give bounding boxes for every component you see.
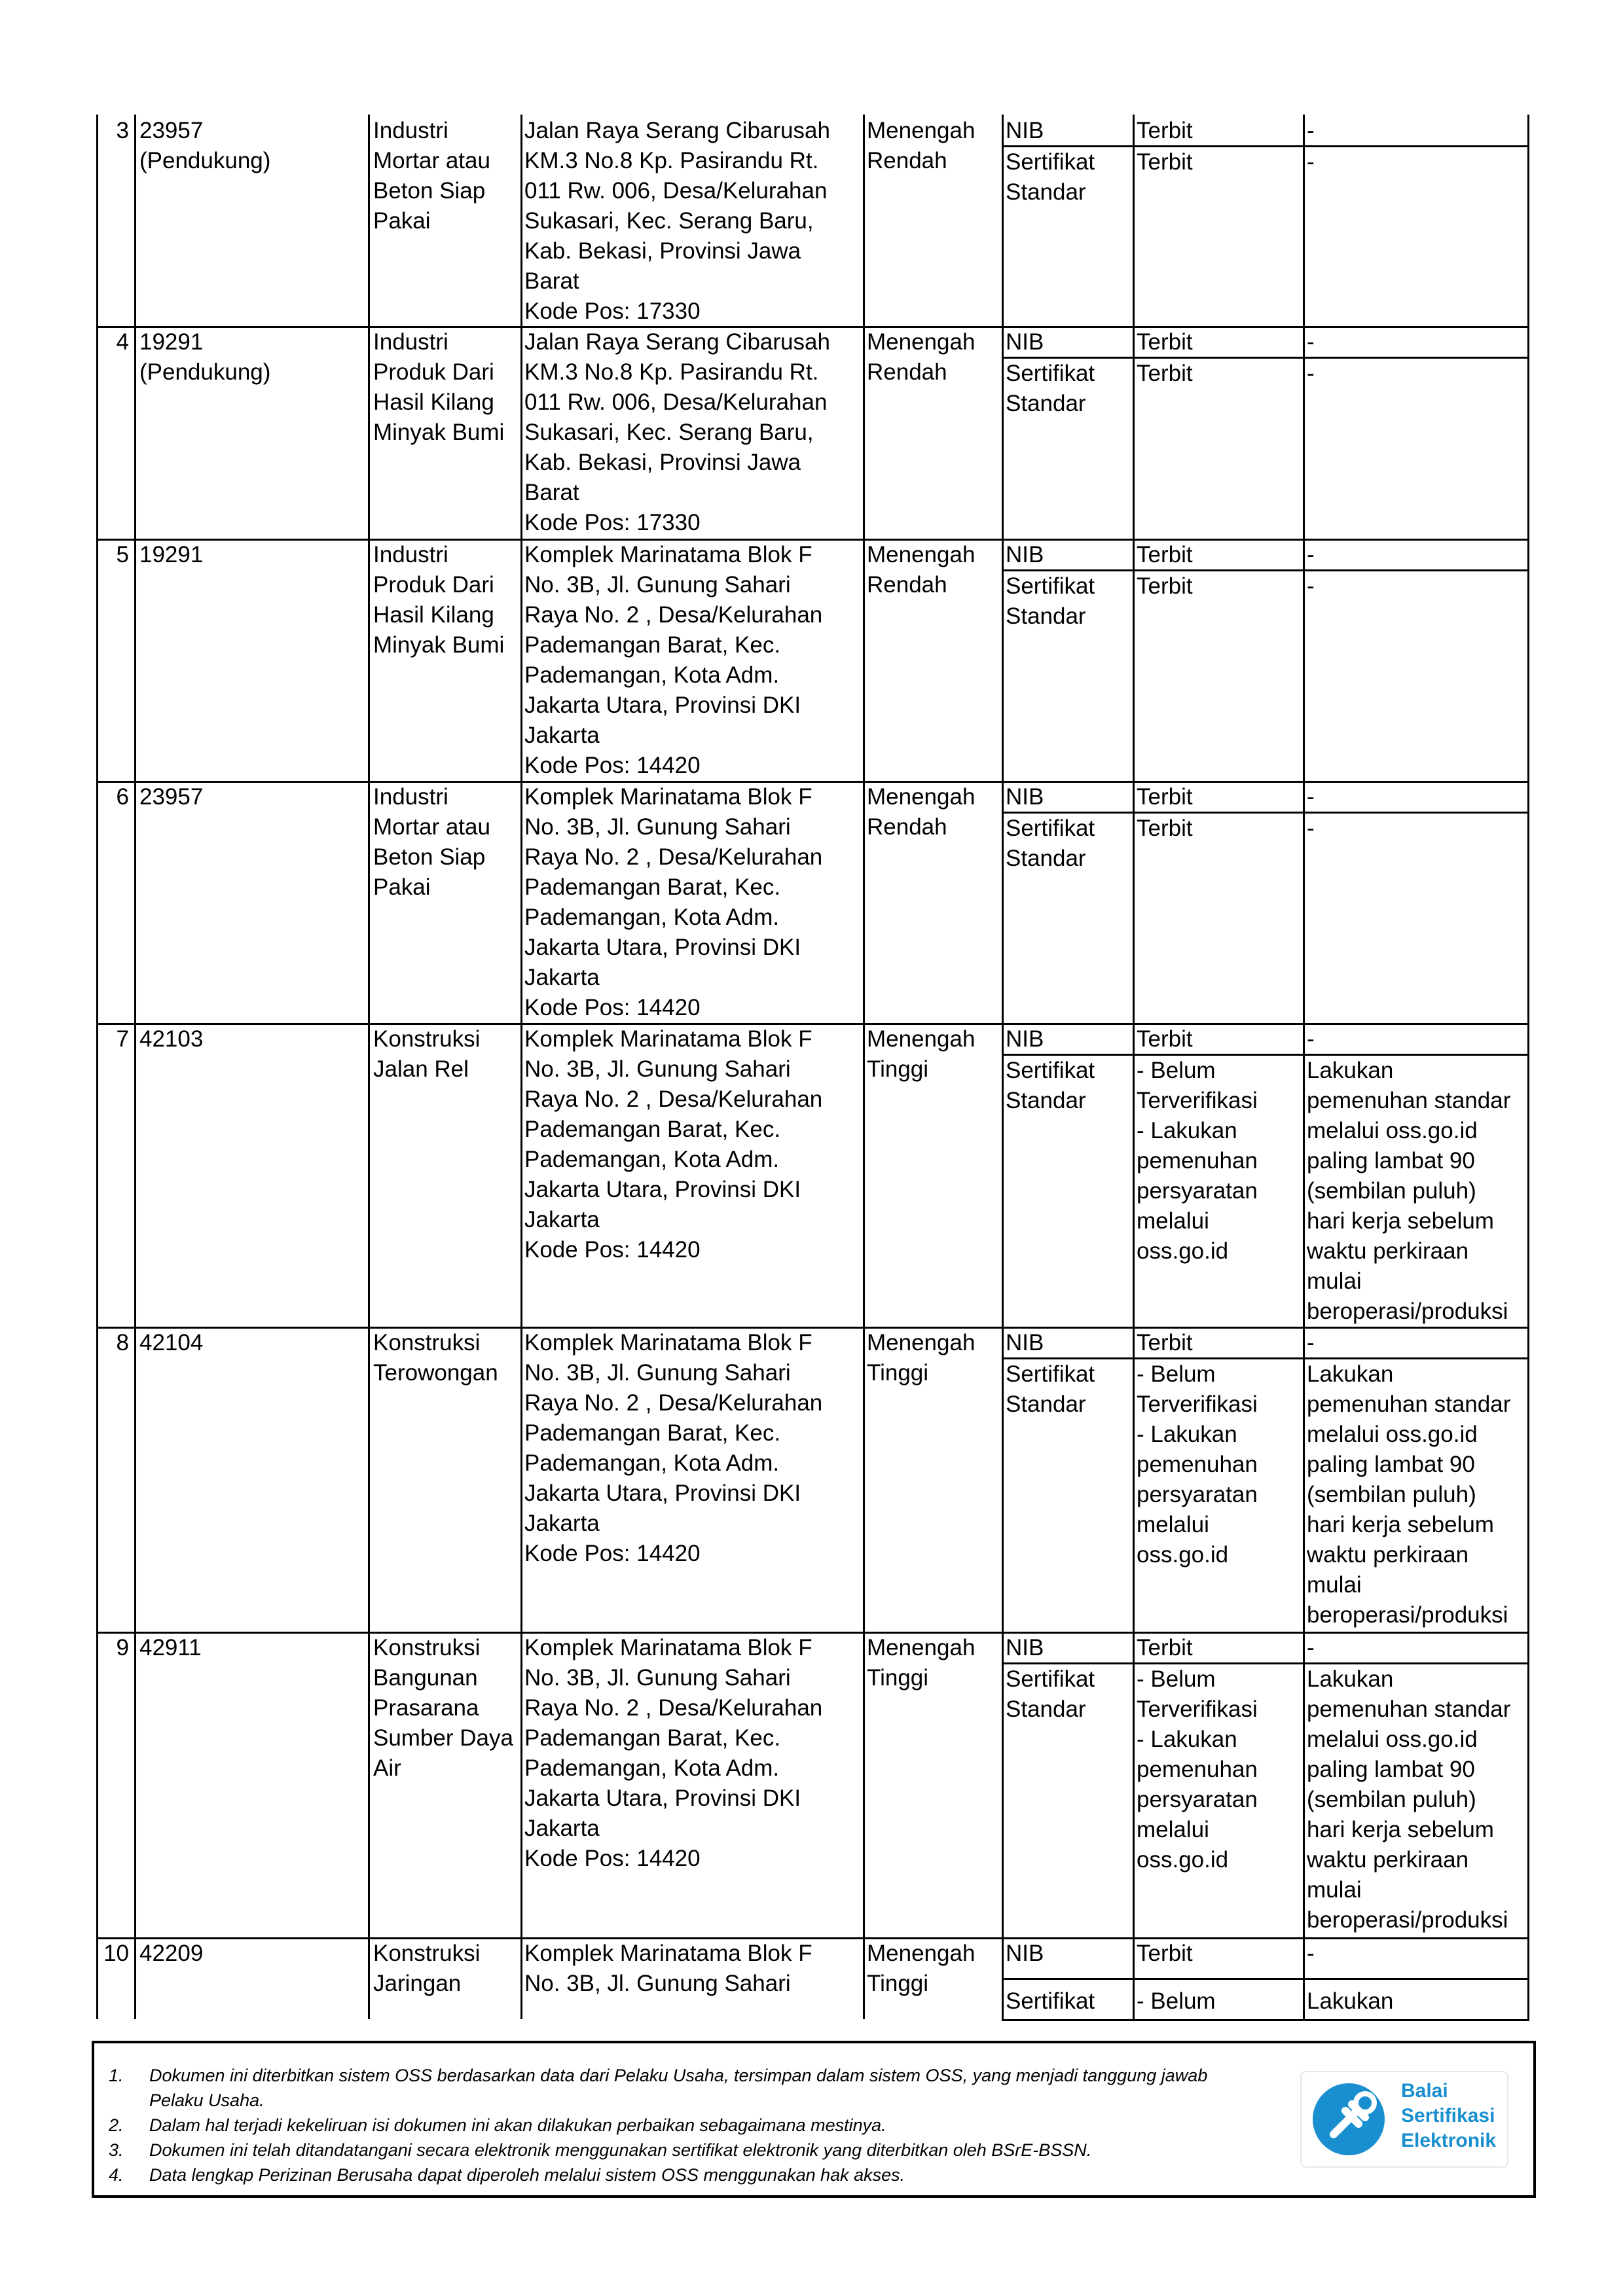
kbli-code: 19291 (Pendukung) — [139, 329, 271, 385]
col-divider-lokasi — [520, 1327, 522, 1632]
col-divider-judul — [368, 115, 370, 326]
row-right-border — [1527, 1632, 1529, 1937]
row-number: 4 — [116, 329, 129, 355]
risk-level: Menengah Rendah — [867, 542, 976, 598]
business-title: Industri Mortar atau Beton Siap Pakai — [373, 784, 490, 900]
permit-type-nib: NIB — [1006, 1635, 1044, 1660]
col-divider-jenis — [1002, 1023, 1004, 1327]
col-divider-status — [1133, 1327, 1135, 1632]
footer-note-text: Dokumen ini diterbitkan sistem OSS berdasarkan data dari Pelaku Usaha, tersimpan dalam sistem OSS, yang menjadi tanggung jawab — [149, 2066, 1208, 2085]
footer-note-text: Data lengkap Perizinan Berusaha dapat diperoleh melalui sistem OSS menggunakan hak akses. — [149, 2165, 905, 2185]
business-location: Komplek Marinatama Blok F No. 3B, Jl. Gunung Sahari Raya No. 2 , Desa/Kelurahan Pademangan Barat, Kec. Pademangan, Kota Adm. Jakarta Utara, Provinsi DKI Jakarta Kode Pos: 14420 — [524, 784, 823, 1020]
permit-note-nib: - — [1307, 329, 1315, 355]
row-left-border — [96, 326, 98, 539]
risk-level: Menengah Tinggi — [867, 1635, 976, 1691]
permit-type-sertifikat: Sertifikat Standar — [1006, 816, 1095, 871]
row-left-border — [96, 1327, 98, 1632]
col-divider-risiko — [863, 1327, 865, 1632]
permit-status-nib: Terbit — [1137, 1026, 1193, 1052]
row-right-border — [1527, 539, 1529, 781]
business-title: Industri Produk Dari Hasil Kilang Minyak Bumi — [373, 329, 505, 445]
permit-status-nib: Terbit — [1137, 1330, 1193, 1355]
col-divider-risiko — [863, 115, 865, 326]
col-divider-jenis — [1002, 539, 1004, 781]
col-divider-judul — [368, 781, 370, 1023]
permit-sub-separator — [1002, 1054, 1529, 1056]
permit-type-sertifikat: Sertifikat Standar — [1006, 573, 1095, 629]
col-divider-ket — [1303, 1023, 1305, 1327]
col-divider-lokasi — [520, 1632, 522, 1937]
permit-type-nib: NIB — [1006, 542, 1044, 567]
permit-status-sertifikat: Terbit — [1137, 149, 1193, 175]
permit-status-sertifikat: - Belum Terverifikasi - Lakukan pemenuhan persyaratan melalui oss.go.id — [1137, 1361, 1258, 1568]
business-location: Jalan Raya Serang Cibarusah KM.3 No.8 Kp. Pasirandu Rt. 011 Rw. 006, Desa/Kelurahan Sukasari, Kec. Serang Baru, Kab. Bekasi, Provinsi Jawa Barat Kode Pos: 17330 — [524, 329, 830, 535]
permit-sub-separator — [1002, 145, 1529, 147]
permit-sub-separator — [1002, 1357, 1529, 1359]
business-title: Konstruksi Jalan Rel — [373, 1026, 481, 1082]
col-divider-status — [1133, 1632, 1135, 1937]
kbli-code: 42104 — [139, 1330, 204, 1355]
row-separator — [96, 781, 1529, 783]
business-location: Jalan Raya Serang Cibarusah KM.3 No.8 Kp. Pasirandu Rt. 011 Rw. 006, Desa/Kelurahan Sukasari, Kec. Serang Baru, Kab. Bekasi, Provinsi Jawa Barat Kode Pos: 17330 — [524, 118, 830, 324]
col-divider-kbli — [134, 326, 136, 539]
col-divider-judul — [368, 1632, 370, 1937]
col-divider-risiko — [863, 539, 865, 781]
permit-note-nib: - — [1307, 1635, 1315, 1660]
row-number: 9 — [116, 1635, 129, 1660]
col-divider-risiko — [863, 1937, 865, 2019]
col-divider-lokasi — [520, 781, 522, 1023]
footer-note-text: Dalam hal terjadi kekeliruan isi dokumen ini akan dilakukan perbaikan sebagaimana mestinya. — [149, 2115, 886, 2135]
col-divider-status — [1133, 781, 1135, 1023]
permit-note-sertifikat: - — [1307, 816, 1315, 841]
business-location: Komplek Marinatama Blok F No. 3B, Jl. Gunung Sahari Raya No. 2 , Desa/Kelurahan Pademangan Barat, Kec. Pademangan, Kota Adm. Jakarta Utara, Provinsi DKI Jakarta Kode Pos: 14420 — [524, 1026, 823, 1263]
permit-type-nib: NIB — [1006, 118, 1044, 143]
kbli-code: 42209 — [139, 1941, 204, 1966]
col-divider-judul — [368, 539, 370, 781]
row-left-border — [96, 539, 98, 781]
kbli-code: 42103 — [139, 1026, 204, 1052]
col-divider-judul — [368, 1023, 370, 1327]
col-divider-ket — [1303, 781, 1305, 1023]
col-divider-judul — [368, 326, 370, 539]
row-number: 3 — [116, 118, 129, 143]
row-right-border — [1527, 781, 1529, 1023]
permit-type-nib: NIB — [1006, 1026, 1044, 1052]
permit-status-nib: Terbit — [1137, 118, 1193, 143]
col-divider-kbli — [134, 781, 136, 1023]
permit-type-nib: NIB — [1006, 329, 1044, 355]
col-divider-risiko — [863, 1632, 865, 1937]
permit-note-sertifikat: Lakukan pemenuhan standar melalui oss.go.id paling lambat 90 (sembilan puluh) hari kerja sebelum waktu perkiraan mulai beroperasi/produksi — [1307, 1058, 1511, 1324]
row-separator — [96, 1023, 1529, 1025]
permit-type-sertifikat: Sertifikat Standar — [1006, 149, 1095, 205]
permit-status-sertifikat: Terbit — [1137, 573, 1193, 599]
col-divider-kbli — [134, 1023, 136, 1327]
kbli-code: 23957 (Pendukung) — [139, 118, 271, 173]
business-title: Konstruksi Terowongan — [373, 1330, 498, 1386]
col-divider-judul — [368, 1937, 370, 2019]
col-divider-risiko — [863, 1023, 865, 1327]
row-number: 5 — [116, 542, 129, 567]
permit-type-sertifikat: Sertifikat Standar — [1006, 1058, 1095, 1113]
row-left-border — [96, 1023, 98, 1327]
col-divider-lokasi — [520, 115, 522, 326]
row-separator — [96, 1632, 1529, 1634]
permit-sub-separator — [1002, 1978, 1529, 1980]
col-divider-jenis — [1002, 1632, 1004, 1937]
table-bottom-line — [1002, 2019, 1529, 2021]
permit-note-sertifikat: - — [1307, 361, 1315, 386]
row-left-border — [96, 781, 98, 1023]
risk-level: Menengah Tinggi — [867, 1330, 976, 1386]
permit-type-sertifikat: Sertifikat Standar — [1006, 1666, 1095, 1722]
row-number: 10 — [103, 1941, 129, 1966]
business-location: Komplek Marinatama Blok F No. 3B, Jl. Gunung Sahari — [524, 1941, 812, 1996]
logo-line-2: Sertifikasi — [1401, 2105, 1495, 2126]
business-title: Industri Produk Dari Hasil Kilang Minyak Bumi — [373, 542, 505, 658]
business-location: Komplek Marinatama Blok F No. 3B, Jl. Gunung Sahari Raya No. 2 , Desa/Kelurahan Pademangan Barat, Kec. Pademangan, Kota Adm. Jakarta Utara, Provinsi DKI Jakarta Kode Pos: 14420 — [524, 1635, 823, 1871]
permit-sub-separator — [1002, 357, 1529, 359]
kbli-code: 42911 — [139, 1635, 202, 1660]
row-left-border — [96, 1937, 98, 2019]
permit-sub-separator — [1002, 569, 1529, 571]
footer-note-number: 1. — [109, 2066, 124, 2085]
footer-note-text: Dokumen ini telah ditandatangani secara elektronik menggunakan sertifikat elektronik yang diterbitkan oleh BSrE-BSSN. — [149, 2140, 1092, 2160]
col-divider-judul — [368, 1327, 370, 1632]
row-number: 8 — [116, 1330, 129, 1355]
permit-status-sertifikat: - Belum Terverifikasi - Lakukan pemenuhan persyaratan melalui oss.go.id — [1137, 1666, 1258, 1873]
col-divider-ket — [1303, 539, 1305, 781]
col-divider-ket — [1303, 1327, 1305, 1632]
row-separator — [96, 1937, 1529, 1939]
risk-level: Menengah Tinggi — [867, 1026, 976, 1082]
permit-note-sertifikat: Lakukan pemenuhan standar melalui oss.go.id paling lambat 90 (sembilan puluh) hari kerja sebelum waktu perkiraan mulai beroperasi/produksi — [1307, 1361, 1511, 1628]
permit-note-sertifikat: Lakukan — [1307, 1988, 1394, 2014]
business-title: Konstruksi Jaringan — [373, 1941, 481, 1996]
permit-note-sertifikat: - — [1307, 149, 1315, 175]
logo-line-3: Elektronik — [1401, 2130, 1497, 2151]
permit-note-sertifikat: Lakukan pemenuhan standar melalui oss.go.id paling lambat 90 (sembilan puluh) hari kerja sebelum waktu perkiraan mulai beroperasi/produksi — [1307, 1666, 1511, 1933]
permit-sub-separator — [1002, 812, 1529, 814]
permit-note-nib: - — [1307, 1330, 1315, 1355]
permit-status-nib: Terbit — [1137, 329, 1193, 355]
row-separator — [96, 539, 1529, 541]
business-location: Komplek Marinatama Blok F No. 3B, Jl. Gunung Sahari Raya No. 2 , Desa/Kelurahan Pademangan Barat, Kec. Pademangan, Kota Adm. Jakarta Utara, Provinsi DKI Jakarta Kode Pos: 14420 — [524, 1330, 823, 1566]
business-location: Komplek Marinatama Blok F No. 3B, Jl. Gunung Sahari Raya No. 2 , Desa/Kelurahan Pademangan Barat, Kec. Pademangan, Kota Adm. Jakarta Utara, Provinsi DKI Jakarta Kode Pos: 14420 — [524, 542, 823, 778]
permit-status-nib: Terbit — [1137, 784, 1193, 810]
logo-line-1: Balai — [1401, 2080, 1448, 2102]
permit-note-nib: - — [1307, 1941, 1315, 1966]
col-divider-kbli — [134, 1937, 136, 2019]
col-divider-kbli — [134, 1327, 136, 1632]
col-divider-jenis — [1002, 781, 1004, 1023]
permit-status-sertifikat: - Belum — [1137, 1988, 1216, 2014]
permit-type-sertifikat: Sertifikat Standar — [1006, 361, 1095, 416]
permit-note-sertifikat: - — [1307, 573, 1315, 599]
permit-sub-separator — [1002, 1662, 1529, 1664]
permit-type-sertifikat: Sertifikat Standar — [1006, 1361, 1095, 1417]
footer-note-number: 3. — [109, 2140, 124, 2160]
bsre-logo-text — [1401, 2079, 1496, 2153]
risk-level: Menengah Rendah — [867, 784, 976, 840]
footer-note-text: Pelaku Usaha. — [149, 2090, 264, 2110]
business-title: Industri Mortar atau Beton Siap Pakai — [373, 118, 490, 234]
permit-note-nib: - — [1307, 784, 1315, 810]
row-left-border — [96, 1632, 98, 1937]
col-divider-lokasi — [520, 1937, 522, 2019]
row-number: 6 — [116, 784, 129, 810]
business-title: Konstruksi Bangunan Prasarana Sumber Daya Air — [373, 1635, 513, 1781]
row-separator — [96, 326, 1529, 328]
permit-status-nib: Terbit — [1137, 542, 1193, 567]
permit-type-nib: NIB — [1006, 1330, 1044, 1355]
risk-level: Menengah Rendah — [867, 118, 976, 173]
permit-note-nib: - — [1307, 542, 1315, 567]
kbli-code: 19291 — [139, 542, 204, 567]
col-divider-kbli — [134, 115, 136, 326]
col-divider-status — [1133, 539, 1135, 781]
row-right-border — [1527, 1023, 1529, 1327]
col-divider-risiko — [863, 326, 865, 539]
col-divider-lokasi — [520, 326, 522, 539]
risk-level: Menengah Tinggi — [867, 1941, 976, 1996]
row-separator — [96, 1327, 1529, 1329]
permit-status-nib: Terbit — [1137, 1941, 1193, 1966]
permit-type-nib: NIB — [1006, 1941, 1044, 1966]
col-divider-lokasi — [520, 539, 522, 781]
row-number: 7 — [116, 1026, 129, 1052]
col-divider-risiko — [863, 781, 865, 1023]
row-left-border — [96, 115, 98, 326]
permit-type-nib: NIB — [1006, 784, 1044, 810]
permit-status-nib: Terbit — [1137, 1635, 1193, 1660]
permit-type-sertifikat: Sertifikat — [1006, 1988, 1095, 2014]
footer-note-number: 2. — [109, 2115, 124, 2135]
col-divider-ket — [1303, 1632, 1305, 1937]
row-right-border — [1527, 1327, 1529, 1632]
permit-note-nib: - — [1307, 118, 1315, 143]
col-divider-lokasi — [520, 1023, 522, 1327]
col-divider-jenis — [1002, 1327, 1004, 1632]
col-divider-kbli — [134, 1632, 136, 1937]
kbli-code: 23957 — [139, 784, 204, 810]
permit-status-sertifikat: Terbit — [1137, 361, 1193, 386]
permit-status-sertifikat: - Belum Terverifikasi - Lakukan pemenuhan persyaratan melalui oss.go.id — [1137, 1058, 1258, 1264]
footer-note-number: 4. — [109, 2165, 124, 2185]
col-divider-kbli — [134, 539, 136, 781]
permit-note-nib: - — [1307, 1026, 1315, 1052]
permit-status-sertifikat: Terbit — [1137, 816, 1193, 841]
risk-level: Menengah Rendah — [867, 329, 976, 385]
col-divider-status — [1133, 1023, 1135, 1327]
